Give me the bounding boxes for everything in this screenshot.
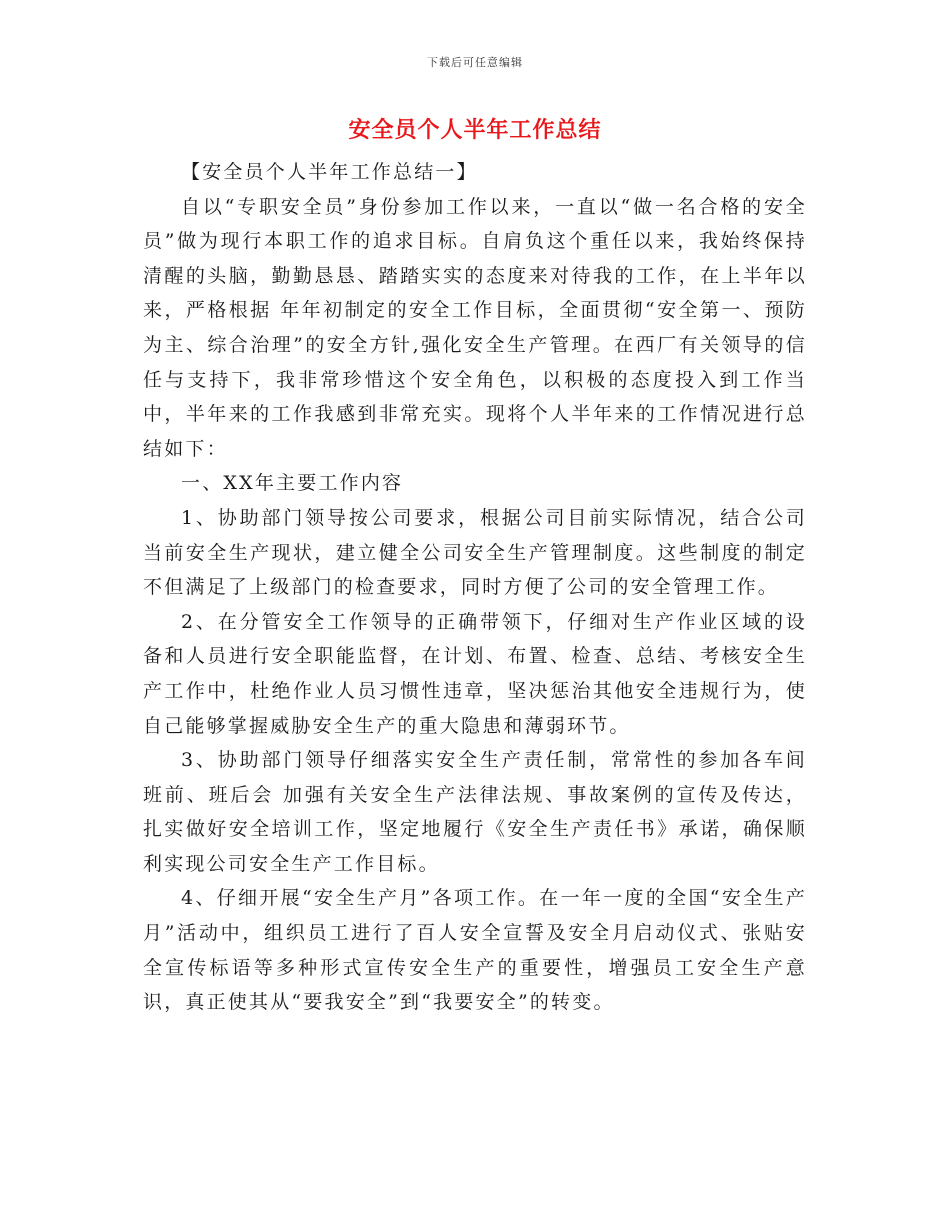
- intro-paragraph: 自以“专职安全员”身份参加工作以来，一直以“做一名合格的安全员”做为现行本职工作的追求目标。自肩负这个重任以来，我始终保持清醒的头脑，勤勤恳恳、踏踏实实的态度来对待我的工作，在上半年以来，严格根据 年年初制定的安全工作目标，全面贯彻“安全第一、预防为主、综合治理”的安全方针,强化安全生产管理。在西厂有关领导的信任与支持下，我非常珍惜这个安全角色，以积极的态度投入到工作当中，半年来的工作我感到非常充实。现将个人半年来的工作情况进行总结如下：: [143, 195, 807, 460]
- item-paragraph-1: 1、协助部门领导按公司要求，根据公司目前实际情况，结合公司当前安全生产现状，建立健全公司安全生产管理制度。这些制度的制定不但满足了上级部门的检查要求，同时方便了公司的安全管理工作。: [143, 506, 807, 599]
- section-heading: 【安全员个人半年工作总结一】: [181, 161, 478, 183]
- subheading: 一、XX年主要工作内容: [181, 472, 404, 495]
- item-paragraph-2: 2、在分管安全工作领导的正确带领下，仔细对生产作业区域的设备和人员进行安全职能监督，在计划、布置、检查、总结、考核安全生产工作中，杜绝作业人员习惯性违章，坚决惩治其他安全违规行为，使自己能够掌握威胁安全生产的重大隐患和薄弱环节。: [143, 610, 807, 737]
- document-body: [143, 155, 807, 1020]
- item-paragraph-4: 4、仔细开展“安全生产月”各项工作。在一年一度的全国“安全生产月”活动中，组织员工进行了百人安全宣誓及安全月启动仪式、张贴安全宣传标语等多种形式宣传安全生产的重要性，增强员工安全生产意识，真正使其从“要我安全”到“我要安全”的转变。: [143, 887, 807, 1014]
- item-paragraph-3: 3、协助部门领导仔细落实安全生产责任制，常常性的参加各车间班前、班后会 加强有关安全生产法律法规、事故案例的宣传及传达，扎实做好安全培训工作，坚定地履行《安全生产责任书》承诺，确保顺利实现公司安全生产工作目标。: [143, 749, 807, 875]
- header-note: 下载后可任意编辑: [427, 56, 523, 69]
- document-title: 安全员个人半年工作总结: [348, 117, 602, 143]
